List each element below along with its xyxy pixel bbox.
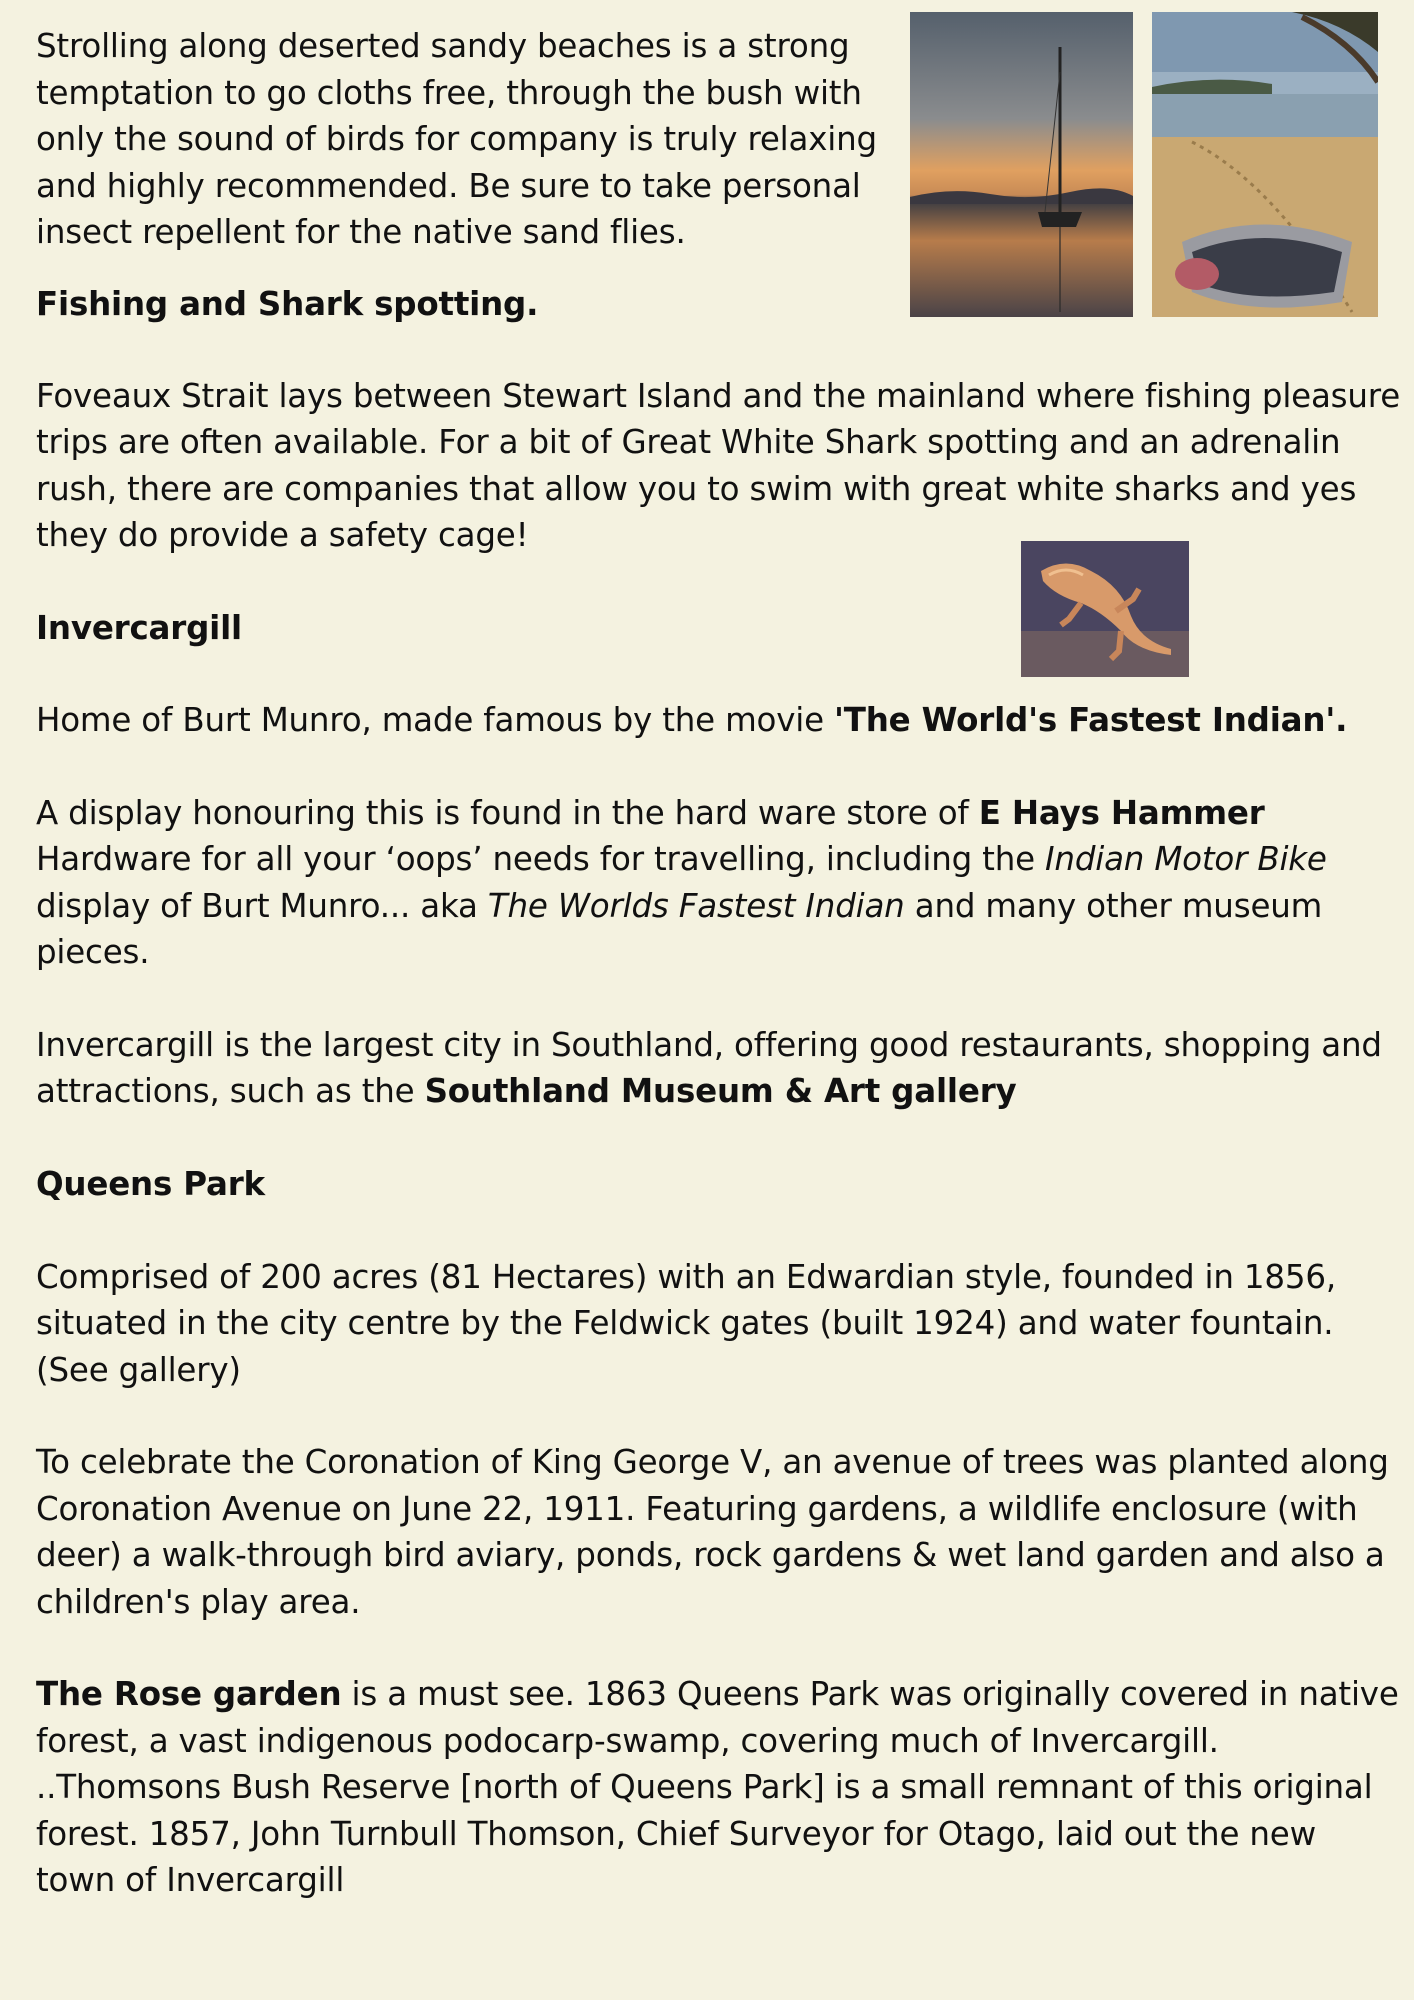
city-line: attractions, such as the Southland Museum & Art gallery (36, 1072, 1017, 1110)
display-line: pieces. (36, 933, 150, 971)
rose-garden-line: ..Thomsons Bush Reserve [north of Queens Park] is a small remnant of this original (36, 1768, 1373, 1806)
coronation-line: Coronation Avenue on June 22, 1911. Featuring gardens, a wildlife enclosure (with (36, 1490, 1358, 1528)
coronation-line: children's play area. (36, 1583, 361, 1621)
store-name: E Hays Hammer (978, 794, 1265, 832)
fishing-line: trips are often available. For a bit of Great White Shark spotting and an adrenalin (36, 423, 1341, 461)
display-line: Hardware for all your ‘oops’ needs for travelling, including the Indian Motor Bike (36, 840, 1327, 878)
display-line: display of Burt Munro... aka The Worlds Fastest Indian and many other museum (36, 887, 1323, 925)
rose-garden-line: The Rose garden is a must see. 1863 Queens Park was originally covered in native (36, 1675, 1399, 1713)
intro-line: and highly recommended. Be sure to take personal (36, 167, 861, 205)
invercargill-heading: Invercargill (36, 609, 242, 647)
queens-park-heading: Queens Park (36, 1165, 265, 1203)
fishing-line: rush, there are companies that allow you to swim with great white sharks and yes (36, 470, 1357, 508)
fishing-line: they do provide a safety cage! (36, 516, 529, 554)
rose-garden-line: town of Invercargill (36, 1861, 345, 1899)
sunset-yacht-photo (910, 12, 1133, 317)
rose-garden-bold: The Rose garden (36, 1675, 342, 1713)
queens-park-line: Comprised of 200 acres (81 Hectares) with an Edwardian style, founded in 1856, (36, 1258, 1336, 1296)
fishing-heading: Fishing and Shark spotting. (36, 285, 539, 323)
intro-line: temptation to go cloths free, through the bush with (36, 74, 862, 112)
queens-park-line: situated in the city centre by the Feldwick gates (built 1924) and water fountain. (36, 1304, 1334, 1342)
display-line: A display honouring this is found in the hard ware store of E Hays Hammer (36, 794, 1265, 832)
city-line: Invercargill is the largest city in Southland, offering good restaurants, shopping and (36, 1026, 1382, 1064)
intro-line: insect repellent for the native sand flies. (36, 213, 686, 251)
lizard-photo (1021, 541, 1189, 677)
museum-name: Southland Museum & Art gallery (424, 1072, 1017, 1110)
rose-garden-line: forest, a vast indigenous podocarp-swamp, covering much of Invercargill. (36, 1722, 1219, 1760)
movie-italic: The Worlds Fastest Indian (487, 887, 905, 925)
intro-line: Strolling along deserted sandy beaches is a strong (36, 27, 850, 65)
queens-park-line: (See gallery) (36, 1351, 241, 1389)
coronation-line: deer) a walk-through bird aviary, ponds, rock gardens & wet land garden and also a (36, 1536, 1385, 1574)
coronation-line: To celebrate the Coronation of King George V, an avenue of trees was planted along (36, 1443, 1389, 1481)
fishing-line: Foveaux Strait lays between Stewart Island and the mainland where fishing pleasure (36, 377, 1401, 415)
rose-garden-line: forest. 1857, John Turnbull Thomson, Chief Surveyor for Otago, laid out the new (36, 1815, 1316, 1853)
beach-dinghy-photo (1152, 12, 1378, 317)
motor-bike-italic: Indian Motor Bike (1045, 840, 1327, 878)
burt-munro-line: Home of Burt Munro, made famous by the movie 'The World's Fastest Indian'. (36, 701, 1348, 739)
intro-line: only the sound of birds for company is truly relaxing (36, 120, 877, 158)
movie-title: 'The World's Fastest Indian'. (834, 701, 1348, 739)
